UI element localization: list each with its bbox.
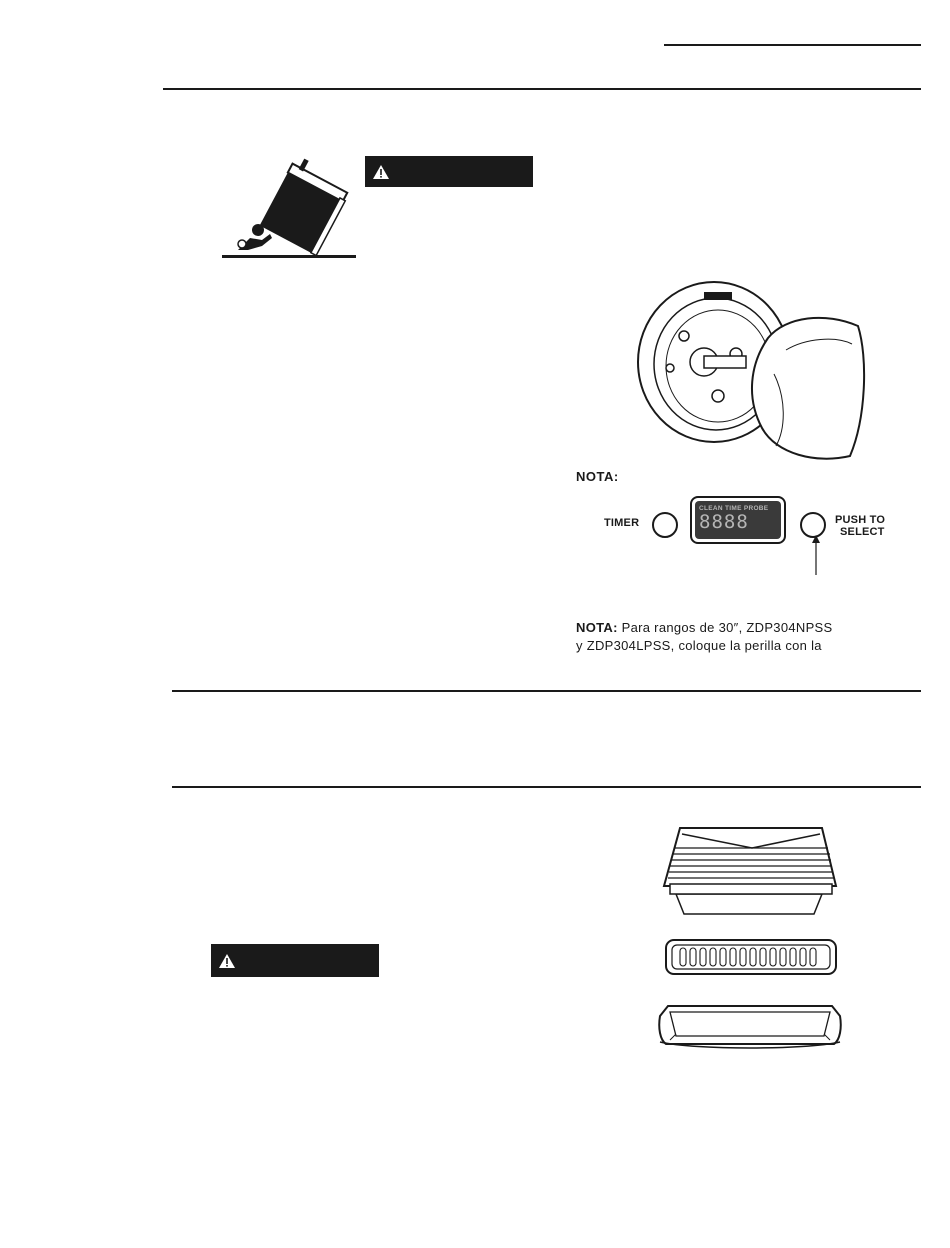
warning-banner-top (365, 156, 533, 187)
section-rule-2 (172, 690, 921, 692)
note-1-label: NOTA: (576, 469, 619, 484)
display-window (690, 496, 786, 544)
display-header: CLEAN TIME PROBE (699, 505, 769, 512)
warning-banner-bottom (211, 944, 379, 977)
section-rule-3 (172, 786, 921, 788)
control-knob-illustration (636, 278, 868, 464)
note-2-label: NOTA: (576, 620, 618, 635)
warning-triangle-icon (219, 954, 235, 968)
push-to-label: PUSH TO (835, 514, 886, 526)
timer-button[interactable] (652, 512, 678, 538)
control-panel-diagram (604, 495, 900, 577)
broiler-grid-illustration (664, 938, 838, 976)
broiler-rack-illustration (662, 824, 840, 918)
display-digits: 8888 (699, 511, 749, 533)
anti-tip-illustration (218, 158, 360, 262)
note-2-line-2: y ZDP304LPSS, coloque la perilla con la (576, 638, 822, 653)
warning-triangle-icon (373, 165, 389, 179)
select-label: SELECT (840, 526, 885, 538)
broiler-pan-illustration (656, 998, 844, 1052)
note-2-line-1: Para rangos de 30″, ZDP304NPSS (617, 620, 833, 635)
pointer-arrow-icon (810, 535, 822, 575)
section-top-rule (163, 88, 921, 90)
top-right-rule (664, 44, 921, 46)
note-2 (576, 619, 906, 655)
timer-label: TIMER (604, 517, 640, 529)
